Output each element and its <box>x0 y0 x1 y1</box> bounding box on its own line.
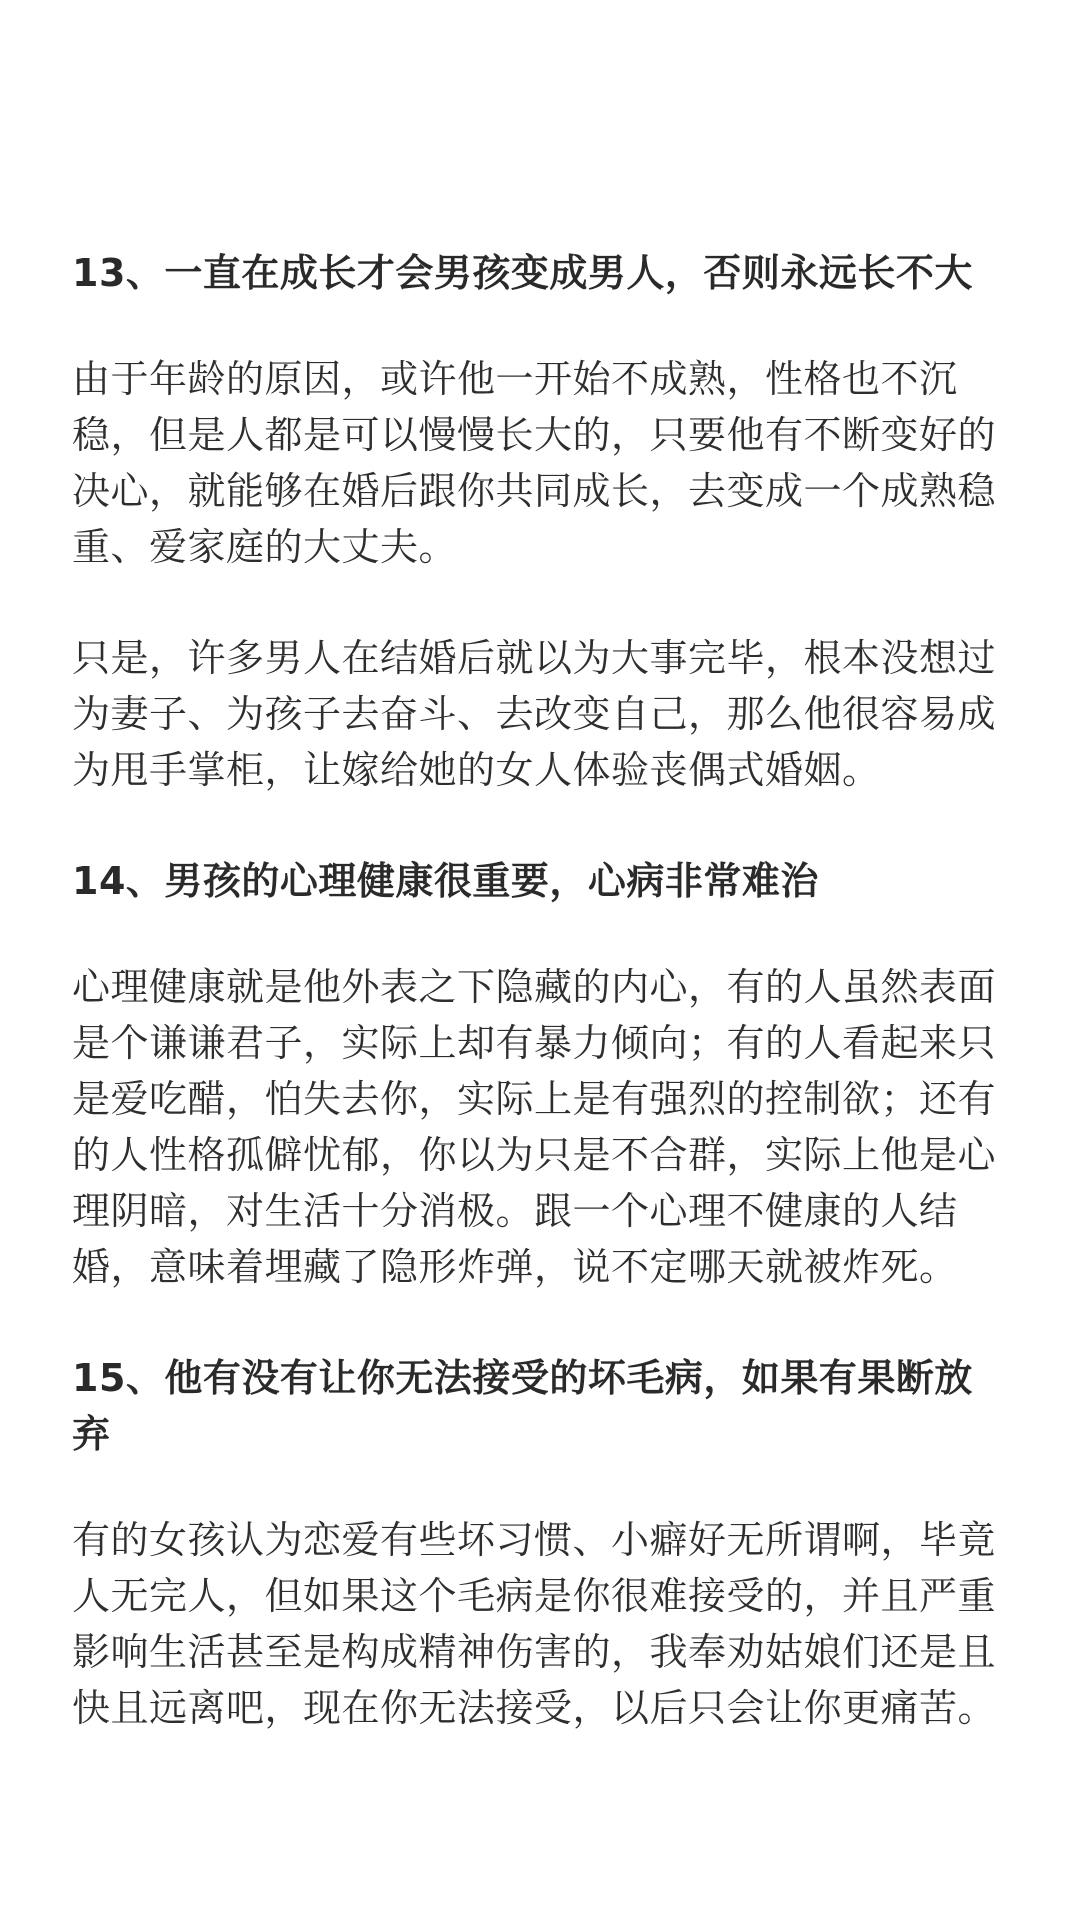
section-heading-14: 14、男孩的心理健康很重要，心病非常难治 <box>72 859 819 903</box>
paragraph-15-1: 有的女孩认为恋爱有些坏习惯、小癖好无所谓啊，毕竟人无完人，但如果这个毛病是你很难接受的，并且严重影响生活甚至是构成精神伤害的，我奉劝姑娘们还是且快且远离吧，现在你无法接受，以后只会让你更痛苦。 <box>72 1518 997 1730</box>
paragraph-14-1: 心理健康就是他外表之下隐藏的内心，有的人虽然表面是个谦谦君子，实际上却有暴力倾向；有的人看起来只是爱吃醋，怕失去你，实际上是有强烈的控制欲；还有的人性格孤僻忧郁，你以为只是不合群，实际上他是心理阴暗，对生活十分消极。跟一个心理不健康的人结婚，意味着埋藏了隐形炸弹，说不定哪天就被炸死。 <box>72 965 997 1289</box>
paragraph-13-1: 由于年龄的原因，或许他一开始不成熟，性格也不沉稳，但是人都是可以慢慢长大的，只要他有不断变好的决心，就能够在婚后跟你共同成长，去变成一个成熟稳重、爱家庭的大丈夫。 <box>72 357 997 569</box>
paragraph-13-2: 只是，许多男人在结婚后就以为大事完毕，根本没想过为妻子、为孩子去奋斗、去改变自己，那么他很容易成为甩手掌柜，让嫁给她的女人体验丧偶式婚姻。 <box>72 636 997 792</box>
section-heading-15: 15、他有没有让你无法接受的坏毛病，如果有果断放弃 <box>72 1356 973 1456</box>
section-heading-13: 13、一直在成长才会男孩变成男人，否则永远长不大 <box>72 251 973 295</box>
